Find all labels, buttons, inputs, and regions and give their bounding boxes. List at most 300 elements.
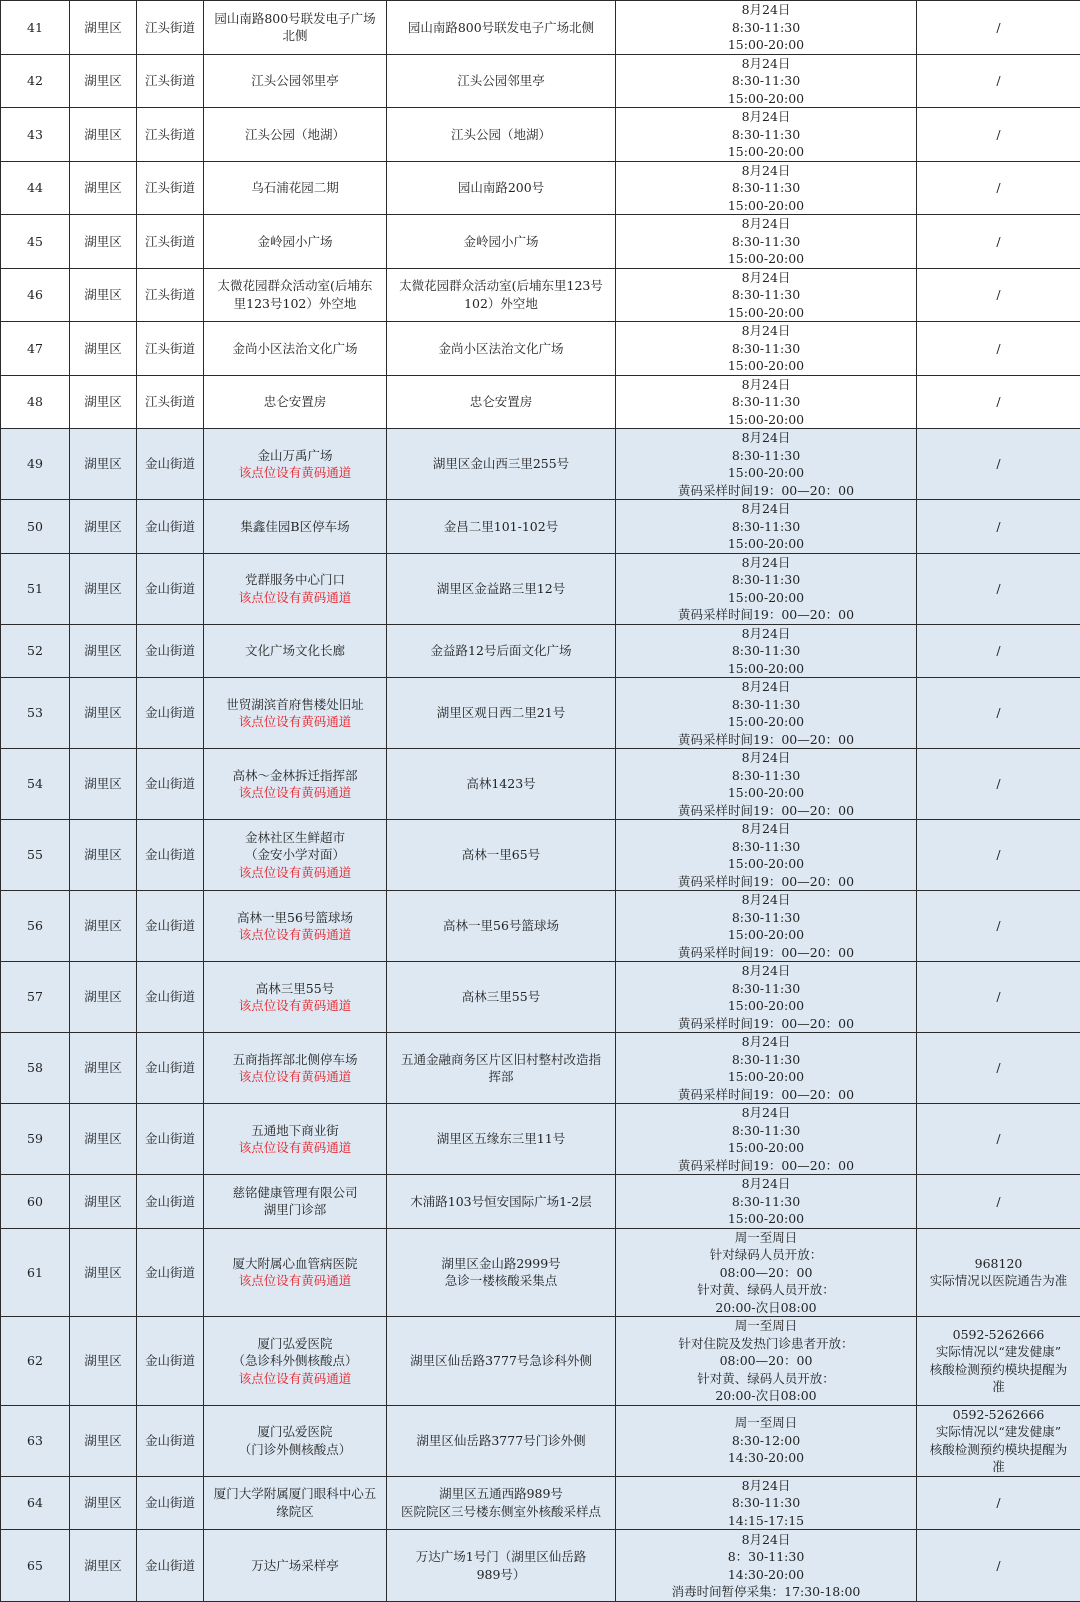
yellow-code-channel-note: 该点位设有黄码通道: [207, 589, 383, 607]
cell-line: 8:30-11:30: [619, 909, 913, 927]
time-cell: [616, 1405, 917, 1476]
site-name-cell: [204, 1175, 387, 1229]
cell-line: 8月24日: [619, 1175, 913, 1193]
cell-line: 8月24日: [619, 749, 913, 767]
site-name-cell: [204, 553, 387, 624]
site-name-cell: [204, 500, 387, 554]
no-cell: 44: [1, 161, 70, 215]
table-row: [1, 1033, 1080, 1104]
time-cell: [616, 891, 917, 962]
no-cell: 55: [1, 820, 70, 891]
note-cell: [917, 322, 1080, 376]
cell-line: 江头公园邻里亭: [207, 72, 383, 90]
cell-line: 针对黄、绿码人员开放：: [619, 1281, 913, 1299]
cell-line: 8月24日: [619, 500, 913, 518]
cell-line: /: [920, 286, 1077, 304]
site-name-cell: [204, 429, 387, 500]
cell-line: 金昌二里101-102号: [390, 518, 612, 536]
cell-line: 15:00-20:00: [619, 411, 913, 429]
address-cell: [387, 1033, 616, 1104]
cell-line: 15:00-20:00: [619, 713, 913, 731]
district-cell: 湖里区: [70, 624, 137, 678]
address-cell: [387, 891, 616, 962]
note-cell: [917, 624, 1080, 678]
cell-line: 黄码采样时间19：00—20：00: [619, 731, 913, 749]
cell-line: 黄码采样时间19：00—20：00: [619, 1015, 913, 1033]
note-cell: [917, 749, 1080, 820]
cell-line: 8:30-11:30: [619, 1494, 913, 1512]
cell-line: /: [920, 1494, 1077, 1512]
district-cell: 湖里区: [70, 678, 137, 749]
no-cell: 49: [1, 429, 70, 500]
cell-line: 实际情况以“建发健康”: [920, 1343, 1077, 1361]
cell-line: /: [920, 1557, 1077, 1575]
table-row: [1, 429, 1080, 500]
street-cell: 江头街道: [137, 215, 204, 269]
yellow-code-channel-note: 该点位设有黄码通道: [207, 784, 383, 802]
site-name-cell: [204, 820, 387, 891]
cell-line: 金尚小区法治文化广场: [390, 340, 612, 358]
time-cell: [616, 375, 917, 429]
cell-line: 湖里区金山西三里255号: [390, 455, 612, 473]
cell-line: 急诊一楼核酸采集点: [390, 1272, 612, 1290]
time-cell: [616, 268, 917, 322]
time-cell: [616, 1530, 917, 1602]
table-row: [1, 962, 1080, 1033]
cell-line: 湖里区五通西路989号: [390, 1485, 612, 1503]
district-cell: 湖里区: [70, 749, 137, 820]
cell-line: （门诊外侧核酸点）: [207, 1441, 383, 1459]
yellow-code-channel-note: 该点位设有黄码通道: [207, 926, 383, 944]
table-row: [1, 322, 1080, 376]
note-cell: [917, 1, 1080, 55]
address-cell: [387, 962, 616, 1033]
cell-line: /: [920, 340, 1077, 358]
no-cell: 48: [1, 375, 70, 429]
cell-line: 黄码采样时间19：00—20：00: [619, 482, 913, 500]
time-cell: [616, 108, 917, 162]
no-cell: 53: [1, 678, 70, 749]
yellow-code-channel-note: 该点位设有黄码通道: [207, 1139, 383, 1157]
site-name-cell: [204, 1033, 387, 1104]
cell-line: 湖里区观日西二里21号: [390, 704, 612, 722]
site-name-cell: [204, 891, 387, 962]
street-cell: 金山街道: [137, 553, 204, 624]
address-cell: [387, 1405, 616, 1476]
district-cell: 湖里区: [70, 1530, 137, 1602]
cell-line: 太微花园群众活动室(后埔东里123号: [390, 277, 612, 295]
no-cell: 58: [1, 1033, 70, 1104]
district-cell: 湖里区: [70, 820, 137, 891]
cell-line: 8：30-11:30: [619, 1548, 913, 1566]
time-cell: [616, 1228, 917, 1317]
no-cell: 46: [1, 268, 70, 322]
cell-line: 金岭园小广场: [207, 233, 383, 251]
cell-line: 园山南路800号联发电子广场: [207, 10, 383, 28]
address-cell: [387, 500, 616, 554]
street-cell: 金山街道: [137, 678, 204, 749]
cell-line: 高林三里55号: [390, 988, 612, 1006]
cell-line: 8:30-11:30: [619, 72, 913, 90]
address-cell: [387, 1104, 616, 1175]
no-cell: 57: [1, 962, 70, 1033]
cell-line: 厦大附属心血管病医院: [207, 1255, 383, 1273]
cell-line: 五通金融商务区片区旧村整村改造指: [390, 1051, 612, 1069]
table-row: [1, 749, 1080, 820]
cell-line: 五商指挥部北侧停车场: [207, 1051, 383, 1069]
cell-line: 8月24日: [619, 891, 913, 909]
cell-line: /: [920, 1193, 1077, 1211]
cell-line: 8:30-11:30: [619, 642, 913, 660]
cell-line: /: [920, 642, 1077, 660]
table-row: [1, 1405, 1080, 1476]
cell-line: 金林社区生鲜超市: [207, 829, 383, 847]
note-cell: [917, 161, 1080, 215]
cell-line: 8月24日: [619, 1531, 913, 1549]
address-cell: [387, 1317, 616, 1406]
note-cell: [917, 429, 1080, 500]
cell-line: 968120: [920, 1255, 1077, 1273]
cell-line: 厦门弘爱医院: [207, 1423, 383, 1441]
cell-line: /: [920, 179, 1077, 197]
cell-line: 黄码采样时间19：00—20：00: [619, 944, 913, 962]
table-row: [1, 820, 1080, 891]
time-cell: [616, 1476, 917, 1530]
cell-line: 黄码采样时间19：00—20：00: [619, 1157, 913, 1175]
cell-line: 木浦路103号恒安国际广场1-2层: [390, 1193, 612, 1211]
cell-line: 8月24日: [619, 1, 913, 19]
time-cell: [616, 1317, 917, 1406]
street-cell: 金山街道: [137, 500, 204, 554]
note-cell: [917, 891, 1080, 962]
time-cell: [616, 215, 917, 269]
site-name-cell: [204, 1228, 387, 1317]
cell-line: 8月24日: [619, 55, 913, 73]
cell-line: 0592-5262666: [920, 1326, 1077, 1344]
note-cell: [917, 215, 1080, 269]
yellow-code-channel-note: 该点位设有黄码通道: [207, 464, 383, 482]
table-row: [1, 624, 1080, 678]
cell-line: 8月24日: [619, 678, 913, 696]
cell-line: 08:00—20：00: [619, 1352, 913, 1370]
district-cell: 湖里区: [70, 1104, 137, 1175]
cell-line: 8:30-11:30: [619, 980, 913, 998]
cell-line: /: [920, 988, 1077, 1006]
table-row: [1, 891, 1080, 962]
street-cell: 金山街道: [137, 749, 204, 820]
cell-line: 15:00-20:00: [619, 926, 913, 944]
cell-line: 8月24日: [619, 376, 913, 394]
district-cell: 湖里区: [70, 322, 137, 376]
cell-line: 太微花园群众活动室(后埔东: [207, 277, 383, 295]
note-cell: [917, 1405, 1080, 1476]
cell-line: 文化广场文化长廊: [207, 642, 383, 660]
cell-line: 8:30-11:30: [619, 696, 913, 714]
table-row: [1, 500, 1080, 554]
cell-line: 湖里门诊部: [207, 1201, 383, 1219]
street-cell: 金山街道: [137, 1317, 204, 1406]
cell-line: 8:30-12:00: [619, 1432, 913, 1450]
cell-line: 8月24日: [619, 1033, 913, 1051]
address-cell: [387, 1530, 616, 1602]
site-name-cell: [204, 1530, 387, 1602]
time-cell: [616, 1, 917, 55]
note-cell: [917, 54, 1080, 108]
no-cell: 45: [1, 215, 70, 269]
no-cell: 54: [1, 749, 70, 820]
site-name-cell: [204, 1104, 387, 1175]
note-cell: [917, 1175, 1080, 1229]
cell-line: 周一至周日: [619, 1317, 913, 1335]
cell-line: 8:30-11:30: [619, 1051, 913, 1069]
note-cell: [917, 1476, 1080, 1530]
cell-line: 8:30-11:30: [619, 1122, 913, 1140]
site-name-cell: [204, 161, 387, 215]
cell-line: /: [920, 518, 1077, 536]
table-row: [1, 215, 1080, 269]
street-cell: 金山街道: [137, 429, 204, 500]
cell-line: 园山南路200号: [390, 179, 612, 197]
no-cell: 43: [1, 108, 70, 162]
time-cell: [616, 500, 917, 554]
site-name-cell: [204, 678, 387, 749]
site-name-cell: [204, 322, 387, 376]
cell-line: 江头公园邻里亭: [390, 72, 612, 90]
cell-line: 高林一里65号: [390, 846, 612, 864]
district-cell: 湖里区: [70, 1476, 137, 1530]
no-cell: 50: [1, 500, 70, 554]
street-cell: 金山街道: [137, 1405, 204, 1476]
district-cell: 湖里区: [70, 1033, 137, 1104]
no-cell: 52: [1, 624, 70, 678]
no-cell: 42: [1, 54, 70, 108]
note-cell: [917, 1228, 1080, 1317]
cell-line: 湖里区五缘东三里11号: [390, 1130, 612, 1148]
cell-line: 黄码采样时间19：00—20：00: [619, 606, 913, 624]
cell-line: 15:00-20:00: [619, 464, 913, 482]
no-cell: 65: [1, 1530, 70, 1602]
cell-line: 20:00-次日08:00: [619, 1299, 913, 1317]
table-row: [1, 1228, 1080, 1317]
cell-line: 8月24日: [619, 215, 913, 233]
cell-line: 15:00-20:00: [619, 1210, 913, 1228]
note-cell: [917, 820, 1080, 891]
yellow-code-channel-note: 该点位设有黄码通道: [207, 713, 383, 731]
street-cell: 江头街道: [137, 161, 204, 215]
time-cell: [616, 1104, 917, 1175]
district-cell: 湖里区: [70, 1317, 137, 1406]
table-row: [1, 161, 1080, 215]
yellow-code-channel-note: 该点位设有黄码通道: [207, 997, 383, 1015]
cell-line: 20:00-次日08:00: [619, 1387, 913, 1405]
cell-line: 湖里区金山路2999号: [390, 1255, 612, 1273]
cell-line: 8月24日: [619, 1104, 913, 1122]
cell-line: 8月24日: [619, 429, 913, 447]
cell-line: 8月24日: [619, 108, 913, 126]
address-cell: [387, 54, 616, 108]
note-cell: [917, 962, 1080, 1033]
site-name-cell: [204, 215, 387, 269]
district-cell: 湖里区: [70, 1405, 137, 1476]
cell-line: 15:00-20:00: [619, 784, 913, 802]
cell-line: 核酸检测预约模块提醒为: [920, 1441, 1077, 1459]
cell-line: 金尚小区法治文化广场: [207, 340, 383, 358]
street-cell: 金山街道: [137, 1228, 204, 1317]
address-cell: [387, 429, 616, 500]
cell-line: 8:30-11:30: [619, 19, 913, 37]
cell-line: 15:00-20:00: [619, 143, 913, 161]
no-cell: 64: [1, 1476, 70, 1530]
address-cell: [387, 161, 616, 215]
cell-line: 15:00-20:00: [619, 1068, 913, 1086]
time-cell: [616, 429, 917, 500]
cell-line: /: [920, 917, 1077, 935]
note-cell: [917, 1530, 1080, 1602]
cell-line: 江头公园（地湖）: [207, 126, 383, 144]
street-cell: 江头街道: [137, 1, 204, 55]
street-cell: 江头街道: [137, 375, 204, 429]
note-cell: [917, 500, 1080, 554]
table-row: [1, 108, 1080, 162]
cell-line: 湖里区仙岳路3777号急诊科外侧: [390, 1352, 612, 1370]
cell-line: 8月24日: [619, 625, 913, 643]
time-cell: [616, 322, 917, 376]
site-name-cell: [204, 1476, 387, 1530]
cell-line: 挥部: [390, 1068, 612, 1086]
time-cell: [616, 161, 917, 215]
cell-line: （急诊科外侧核酸点）: [207, 1352, 383, 1370]
time-cell: [616, 749, 917, 820]
site-name-cell: [204, 375, 387, 429]
cell-line: 黄码采样时间19：00—20：00: [619, 802, 913, 820]
cell-line: 万达广场1号门（湖里区仙岳路: [390, 1548, 612, 1566]
cell-line: 忠仑安置房: [390, 393, 612, 411]
cell-line: 15:00-20:00: [619, 357, 913, 375]
cell-line: 8:30-11:30: [619, 518, 913, 536]
cell-line: 集鑫佳园B区停车场: [207, 518, 383, 536]
cell-line: 8月24日: [619, 322, 913, 340]
district-cell: 湖里区: [70, 891, 137, 962]
cell-line: 8:30-11:30: [619, 126, 913, 144]
district-cell: 湖里区: [70, 553, 137, 624]
cell-line: 8月24日: [619, 554, 913, 572]
note-cell: [917, 1317, 1080, 1406]
time-cell: [616, 962, 917, 1033]
no-cell: 51: [1, 553, 70, 624]
time-cell: [616, 1175, 917, 1229]
cell-line: 金岭园小广场: [390, 233, 612, 251]
cell-line: 黄码采样时间19：00—20：00: [619, 1086, 913, 1104]
cell-line: 高林一里56号篮球场: [390, 917, 612, 935]
street-cell: 金山街道: [137, 891, 204, 962]
address-cell: [387, 624, 616, 678]
district-cell: 湖里区: [70, 54, 137, 108]
street-cell: 金山街道: [137, 624, 204, 678]
table-row: [1, 268, 1080, 322]
cell-line: 黄码采样时间19：00—20：00: [619, 873, 913, 891]
cell-line: 8:30-11:30: [619, 838, 913, 856]
district-cell: 湖里区: [70, 962, 137, 1033]
site-name-cell: [204, 962, 387, 1033]
district-cell: 湖里区: [70, 161, 137, 215]
cell-line: 989号）: [390, 1566, 612, 1584]
cell-line: 湖里区仙岳路3777号门诊外侧: [390, 1432, 612, 1450]
cell-line: 针对住院及发热门诊患者开放：: [619, 1335, 913, 1353]
time-cell: [616, 553, 917, 624]
street-cell: 江头街道: [137, 54, 204, 108]
cell-line: 准: [920, 1458, 1077, 1476]
cell-line: （金安小学对面）: [207, 846, 383, 864]
address-cell: [387, 1175, 616, 1229]
note-cell: [917, 375, 1080, 429]
cell-line: 15:00-20:00: [619, 90, 913, 108]
cell-line: /: [920, 455, 1077, 473]
table-row: [1, 1476, 1080, 1530]
table-row: [1, 54, 1080, 108]
cell-line: 消毒时间暂停采集：17:30-18:00: [619, 1583, 913, 1601]
district-cell: 湖里区: [70, 268, 137, 322]
cell-line: 14:30-20:00: [619, 1449, 913, 1467]
note-cell: [917, 268, 1080, 322]
cell-line: 15:00-20:00: [619, 304, 913, 322]
yellow-code-channel-note: 该点位设有黄码通道: [207, 1068, 383, 1086]
cell-line: 忠仑安置房: [207, 393, 383, 411]
table-row: [1, 553, 1080, 624]
cell-line: 8:30-11:30: [619, 767, 913, 785]
no-cell: 47: [1, 322, 70, 376]
cell-line: 党群服务中心门口: [207, 571, 383, 589]
address-cell: [387, 1, 616, 55]
table-row: [1, 1104, 1080, 1175]
cell-line: 8月24日: [619, 162, 913, 180]
cell-line: 8:30-11:30: [619, 340, 913, 358]
address-cell: [387, 678, 616, 749]
time-cell: [616, 820, 917, 891]
cell-line: /: [920, 19, 1077, 37]
time-cell: [616, 54, 917, 108]
district-cell: 湖里区: [70, 215, 137, 269]
table-row: [1, 678, 1080, 749]
address-cell: [387, 375, 616, 429]
cell-line: 核酸检测预约模块提醒为: [920, 1361, 1077, 1379]
no-cell: 61: [1, 1228, 70, 1317]
no-cell: 60: [1, 1175, 70, 1229]
address-cell: [387, 553, 616, 624]
cell-line: /: [920, 1130, 1077, 1148]
district-cell: 湖里区: [70, 1175, 137, 1229]
street-cell: 金山街道: [137, 1104, 204, 1175]
cell-line: 周一至周日: [619, 1229, 913, 1247]
address-cell: [387, 108, 616, 162]
district-cell: 湖里区: [70, 375, 137, 429]
cell-line: 高林一里56号篮球场: [207, 909, 383, 927]
street-cell: 金山街道: [137, 1175, 204, 1229]
cell-line: 08:00—20：00: [619, 1264, 913, 1282]
site-name-cell: [204, 624, 387, 678]
cell-line: 15:00-20:00: [619, 660, 913, 678]
cell-line: /: [920, 1059, 1077, 1077]
cell-line: 8月24日: [619, 269, 913, 287]
table-row: [1, 1175, 1080, 1229]
no-cell: 62: [1, 1317, 70, 1406]
yellow-code-channel-note: 该点位设有黄码通道: [207, 1272, 383, 1290]
cell-line: 医院院区三号楼东侧室外核酸采样点: [390, 1503, 612, 1521]
cell-line: 五通地下商业街: [207, 1122, 383, 1140]
note-cell: [917, 678, 1080, 749]
cell-line: 金益路12号后面文化广场: [390, 642, 612, 660]
site-name-cell: [204, 749, 387, 820]
site-name-cell: [204, 108, 387, 162]
